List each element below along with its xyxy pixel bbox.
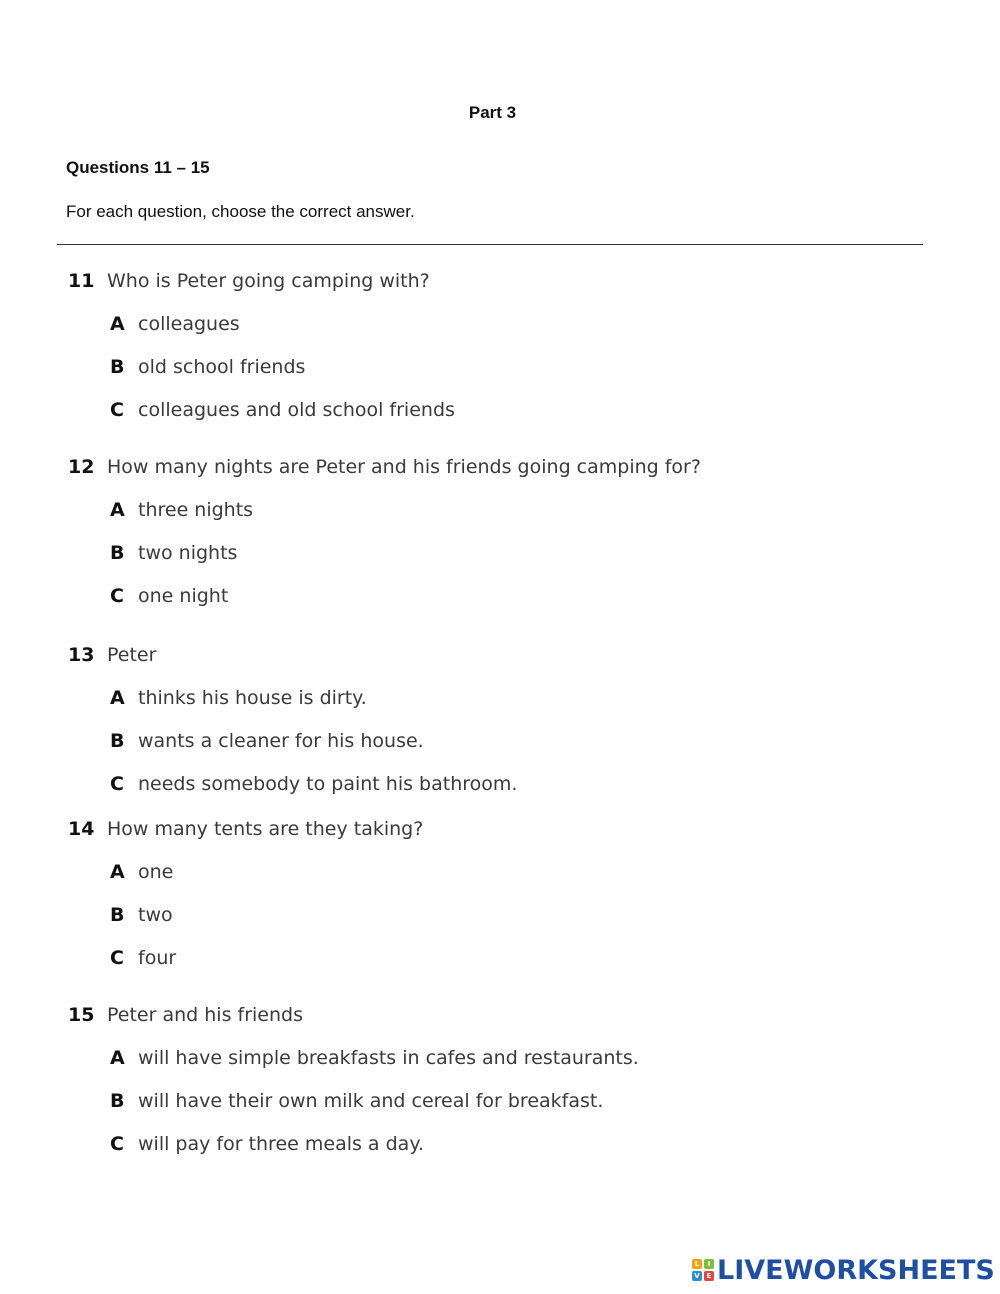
option-text: two xyxy=(138,904,173,926)
option-letter: C xyxy=(110,1133,124,1155)
option-text: thinks his house is dirty. xyxy=(138,687,367,709)
option-text: two nights xyxy=(138,542,238,564)
option-letter: B xyxy=(110,356,125,378)
logo-mark-tile: L xyxy=(692,1259,702,1269)
liveworksheets-logo xyxy=(692,1256,995,1284)
logo-mark-icon xyxy=(692,1259,714,1281)
question-text: Peter and his friends xyxy=(107,1004,303,1026)
option-letter: B xyxy=(110,542,125,564)
option-letter: A xyxy=(110,499,125,521)
question-number: 13 xyxy=(68,644,95,666)
option-text: one night xyxy=(138,585,229,607)
logo-mark-tile: V xyxy=(692,1271,702,1281)
option-text: wants a cleaner for his house. xyxy=(138,730,424,752)
option-letter: A xyxy=(110,1047,125,1069)
question-text: Peter xyxy=(107,644,157,666)
option-text: colleagues and old school friends xyxy=(138,399,455,421)
option-letter: C xyxy=(110,399,124,421)
option-text: three nights xyxy=(138,499,254,521)
part-title: Part 3 xyxy=(468,103,517,122)
question-text: How many nights are Peter and his friends going camping for? xyxy=(107,456,701,478)
option-text: needs somebody to paint his bathroom. xyxy=(138,773,518,795)
option-text: will have simple breakfasts in cafes and restaurants. xyxy=(138,1047,639,1069)
question-number: 15 xyxy=(68,1004,95,1026)
option-letter: A xyxy=(110,313,125,335)
option-letter: B xyxy=(110,1090,125,1112)
question-number: 12 xyxy=(68,456,95,478)
logo-mark-tile: I xyxy=(704,1259,714,1269)
option-text: colleagues xyxy=(138,313,240,335)
option-letter: B xyxy=(110,730,125,752)
option-letter: A xyxy=(110,687,125,709)
logo-text: LIVEWORKSHEETS xyxy=(717,1254,995,1286)
option-letter: B xyxy=(110,904,125,926)
option-text: old school friends xyxy=(138,356,306,378)
option-text: one xyxy=(138,861,174,883)
question-text: How many tents are they taking? xyxy=(107,818,424,840)
logo-mark-tile: E xyxy=(704,1271,714,1281)
section-heading: Questions 11 – 15 xyxy=(66,158,210,177)
option-letter: C xyxy=(110,947,124,969)
option-letter: C xyxy=(110,585,124,607)
option-text: four xyxy=(138,947,177,969)
option-text: will have their own milk and cereal for breakfast. xyxy=(138,1090,604,1112)
instruction-text: For each question, choose the correct answer. xyxy=(66,202,415,221)
option-text: will pay for three meals a day. xyxy=(138,1133,424,1155)
option-letter: A xyxy=(110,861,125,883)
divider xyxy=(57,244,923,245)
question-text: Who is Peter going camping with? xyxy=(107,270,430,292)
question-number: 14 xyxy=(68,818,95,840)
question-number: 11 xyxy=(68,270,95,292)
option-letter: C xyxy=(110,773,124,795)
